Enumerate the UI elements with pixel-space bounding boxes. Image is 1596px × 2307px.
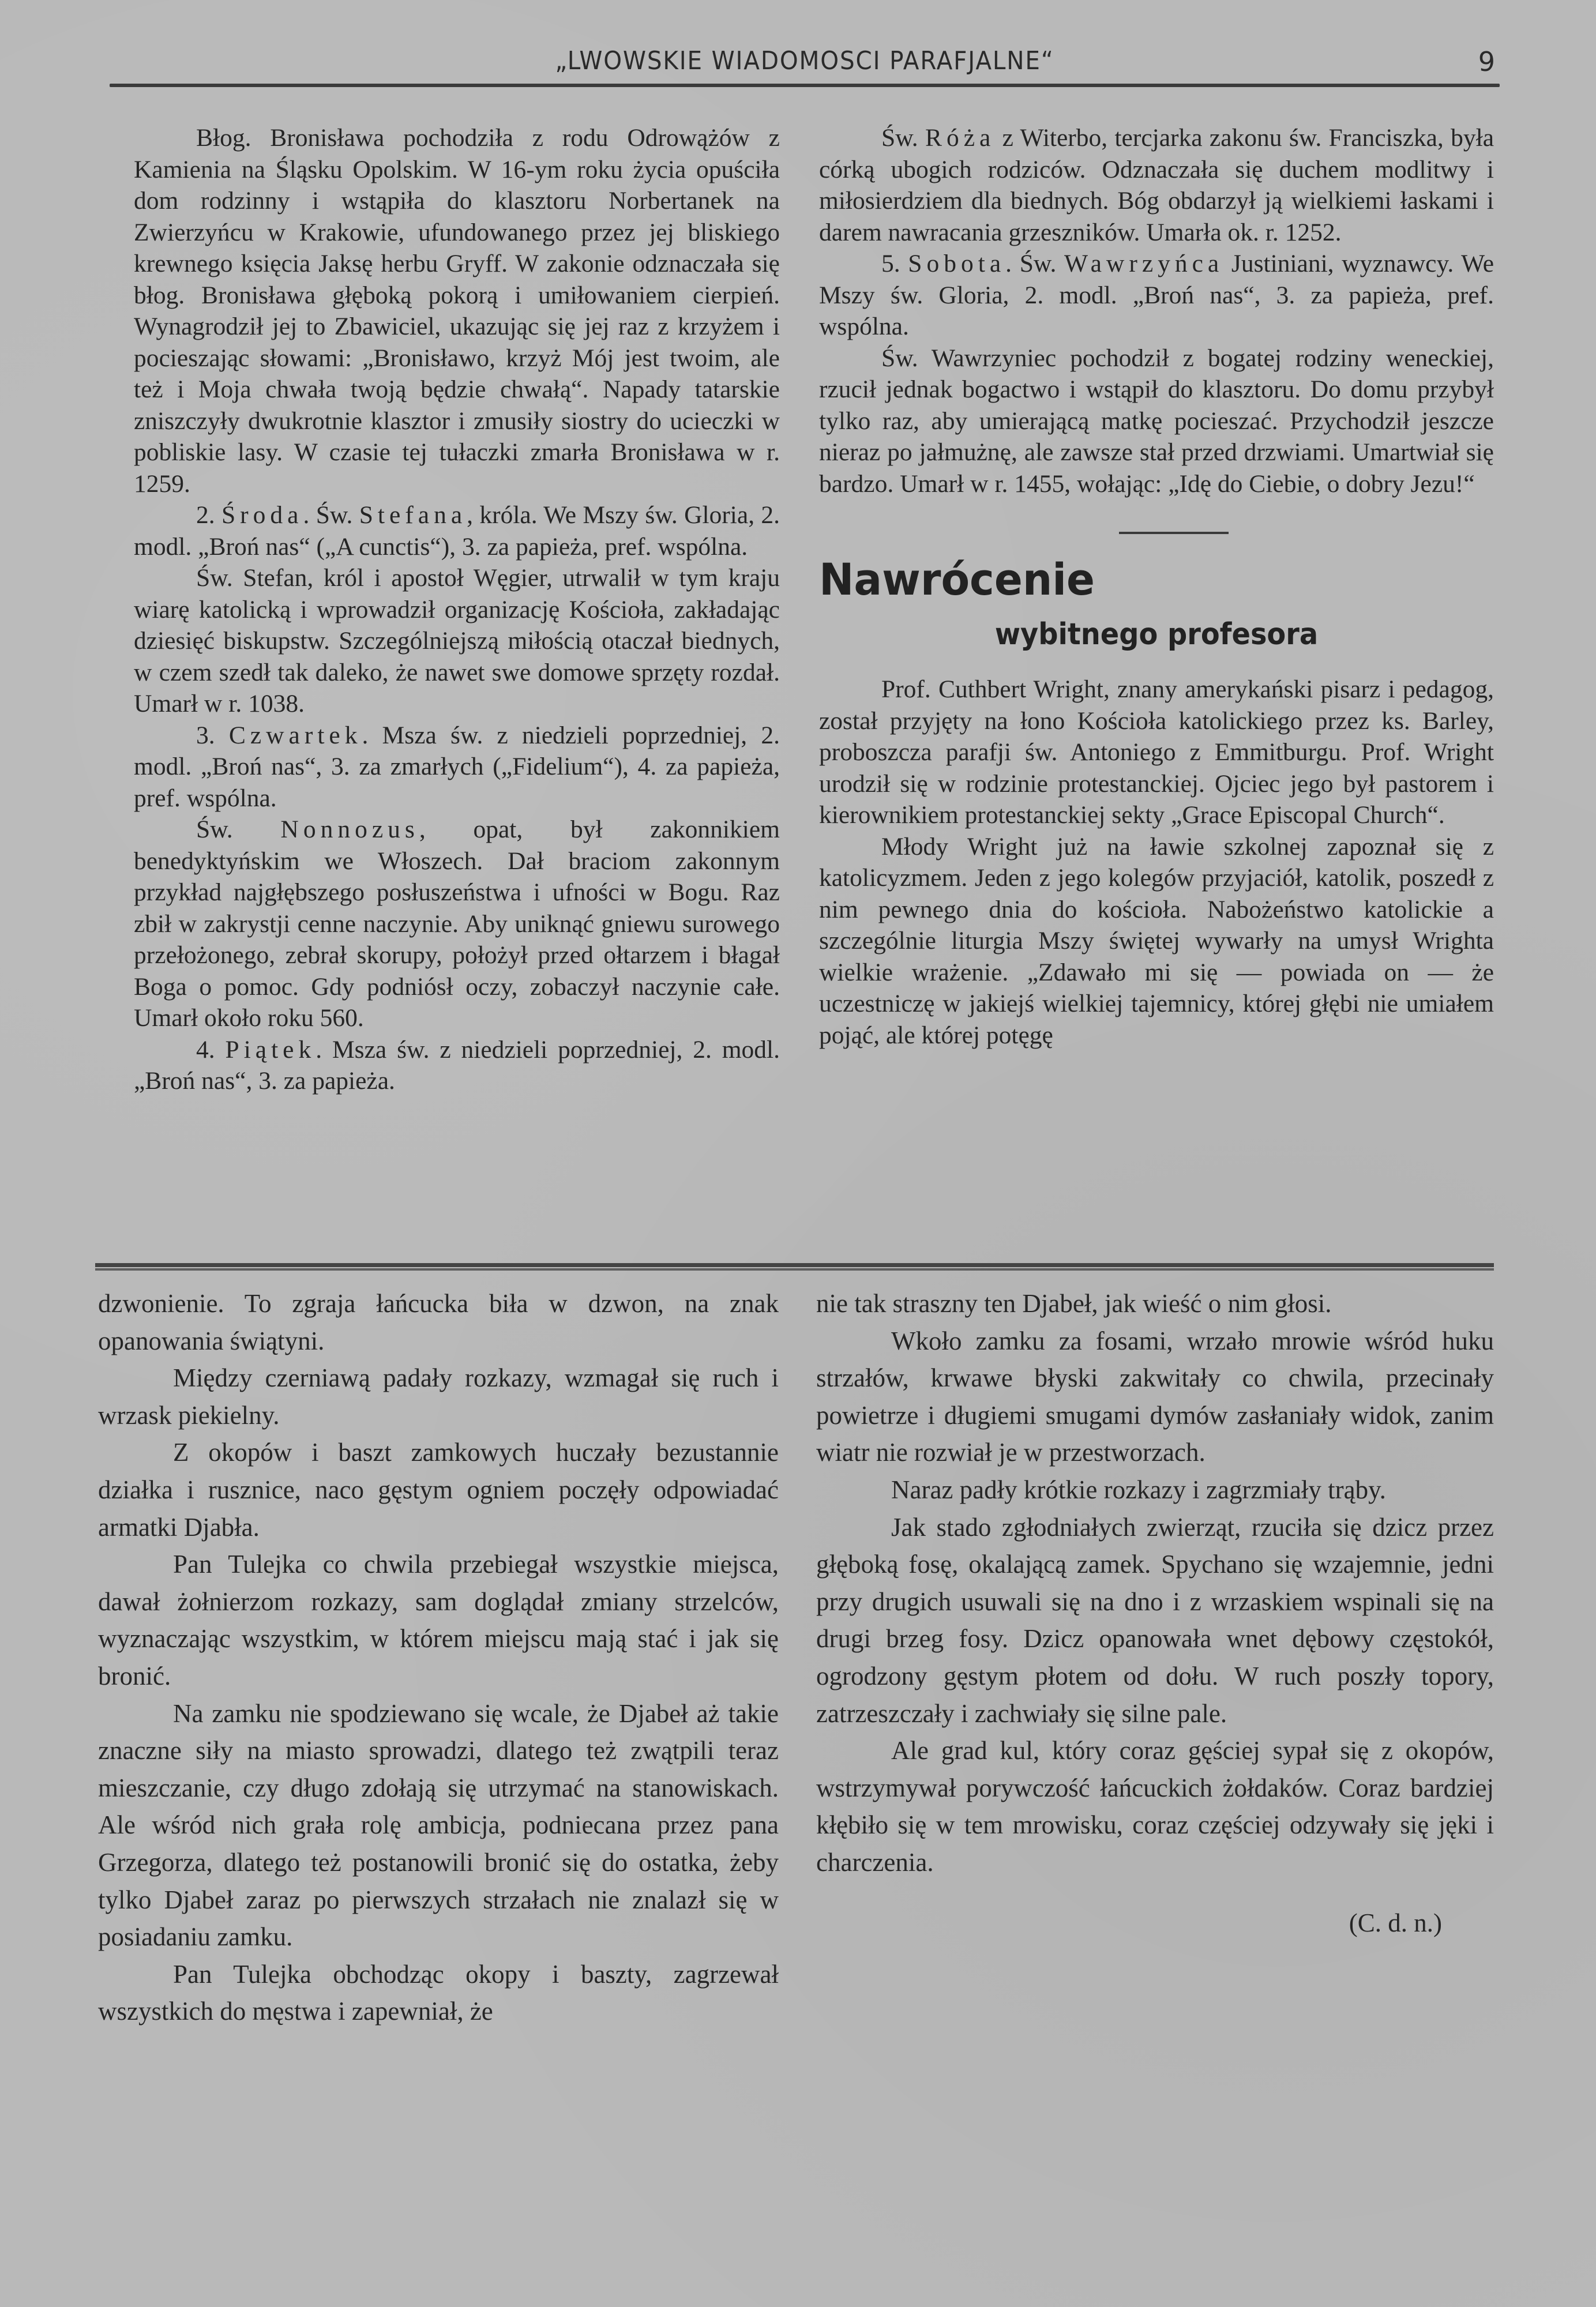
story-paragraph: Naraz padły krótkie rozkazy i zagrzmiały trąby. bbox=[891, 1475, 1386, 1504]
saint-name: Wawrzyńca bbox=[1064, 250, 1224, 277]
separator-rule bbox=[1119, 532, 1229, 534]
section-divider bbox=[95, 1263, 1494, 1271]
page-number: 9 bbox=[1478, 46, 1495, 77]
story-paragraph: Jak stado zgłodniałych zwierząt, rzuciła się dzicz przez głęboką fosę, okalającą zamek. Spychano się wzajemnie, jedni przy drugich usuwali się na dno i z wrzaskiem wspinali się na drugi brzeg fosy. Dzicz opanowała wnet dębowy częstokół, ogrodzony gęstym płotem od dołu. W ruch poszły topory, zatrzeszczały i zachwiały się silne pale. bbox=[816, 1512, 1494, 1728]
saint-name: Róża bbox=[925, 124, 996, 152]
story-paragraph: Ale grad kul, który coraz gęściej sypał się z okopów, wstrzymywał porywczość łańcuckich żołdaków. Coraz bardziej kłębiło się w tem mrowisku, coraz częściej odzywały się jęki i charczenia. bbox=[816, 1736, 1494, 1877]
nonnozus-paragraph: Św. Nonnozus, opat, był zakonnikiem benedyktyńskim we Włoszech. Dał braciom zakonnym przykład najgłębszego posłuszeństwa i ufności w Bogu. Raz zbił w zakrystji cenne naczynie. Aby uniknąć gniewu surowego przełożonego, zebrał skorupy, położył przed ołtarzem i błagał Boga o pomoc. Gdy podniósł oczy, zobaczył naczynie całe. Umarł około roku 560. bbox=[134, 816, 780, 1032]
story-paragraph: Na zamku nie spodziewano się wcale, że Djabeł aż takie znaczne siły na miasto sprowadzi, dlatego też zwątpili teraz mieszczanie, czy długo zdołają się utrzymać na stanowiskach. Ale wśród nich grała rolę ambicja, podniecana przez pana Grzegorza, dlatego też postanowili bronić się do ostatka, żeby tylko Djabeł zaraz po pierwszych strzałach nie znalazł się w posiadaniu zamku. bbox=[98, 1699, 779, 1952]
article-paragraph: Prof. Cuthbert Wright, znany amerykański pisarz i pedagog, został przyjęty na łono Kościoła katolickiego przez ks. Barley, proboszcza parafji św. Antoniego z Emmitburgu. Prof. Wright urodził się w rodzinie protestanckiej. Ojciec jego był pastorem i kierownikiem protestanckiej sekty „Grace Episcopal Church“. bbox=[819, 675, 1494, 829]
roza-paragraph: Św. Róża z Witerbo, tercjarka zakonu św. Franciszka, była córką ubogich rodziców. Odznaczała się duchem modlitwy i miłosierdziem dla biednych. Bóg obdarzył ją wielkiemi łaskami i darem nawracania grzeszników. Umarła ok. r. 1252. bbox=[819, 124, 1494, 246]
saint-name: Nonnozus bbox=[280, 816, 419, 843]
calendar-column-right bbox=[819, 122, 1494, 1051]
story-paragraph: Wkoło zamku za fosami, wrzało mrowie wśród huku strzałów, krwawe błyski zakwitały co chwila, przecinały powietrze i długiemi smugami dymów zasłaniały widok, zanim wiatr nie rozwiał je w przestworzach. bbox=[816, 1326, 1494, 1467]
story-column-right bbox=[816, 1285, 1494, 1941]
continuation-note: (C. d. n.) bbox=[1349, 1908, 1442, 1937]
day-5-entry: 5. Sobota. Św. Wawrzyńca Justiniani, wyznawcy. We Mszy św. Gloria, 2. modl. „Broń nas“, 3. za papieża, pref. wspólna. bbox=[819, 250, 1494, 340]
article-subtitle: wybitnego profesora bbox=[994, 617, 1319, 652]
day-name: Piątek bbox=[225, 1035, 316, 1064]
article-title: Nawrócenie bbox=[819, 554, 1095, 605]
day-name: Środa bbox=[221, 501, 303, 529]
story-paragraph: Pan Tulejka co chwila przebiegał wszystkie miejsca, dawał żołnierzom rozkazy, sam doglądał zmiany strzelców, wyznaczając wszystkim, w którem miejscu mają stać i jak się bronić. bbox=[98, 1550, 779, 1690]
calendar-column-left bbox=[134, 122, 780, 1097]
stefan-paragraph: Św. Stefan, król i apostoł Węgier, utrwalił w tym kraju wiarę katolicką i wprowadził organizację Kościoła, zakładając dziesięć biskupstw. Szczególniejszą miłością otaczał biednych, w czem szedł tak daleko, że nawet swe domowe sprzęty rozdał. Umarł w r. 1038. bbox=[134, 564, 780, 717]
story-paragraph: Między czerniawą padały rozkazy, wzmagał się ruch i wrzask piekielny. bbox=[98, 1363, 779, 1430]
story-paragraph: Pan Tulejka obchodząc okopy i baszty, zagrzewał wszystkich do męstwa i zapewniał, że bbox=[98, 1959, 779, 2026]
bronislawa-paragraph: Błog. Bronisława pochodziła z rodu Odrowążów z Kamienia na Śląsku Opolskim. W 16-ym roku życia opuściła dom rodzinny i wstąpiła do klasztoru Norbertanek na Zwierzyńcu w Krakowie, ufundowanego przez jej bliskiego krewnego księcia Jaksę herbu Gryff. W zakonie odznaczała się błog. Bronisława głęboką pokorą i umiłowaniem cierpień. Wynagrodził jej to Zbawiciel, ukazując się jej raz z krzyżem i pocieszając słowami: „Bronisławo, krzyż Mój jest twoim, ale też i Moja chwała twoją będzie chwałą“. Napady tatarskie zniszczyły dwukrotnie klasztor i zmusiły siostry do ucieczki w pobliskie lasy. W czasie tej tułaczki zmarła Bronisława w r. 1259. bbox=[134, 124, 780, 498]
header-rule bbox=[110, 84, 1500, 87]
article-paragraph: Młody Wright już na ławie szkolnej zapoznał się z katolicyzmem. Jeden z jego kolegów przyjaciół, katolik, poszedł z nim pewnego dnia do kościoła. Nabożeństwo katolickie a szczególnie liturgia Mszy świętej wywarły na umysł Wrighta wielkie wrażenie. „Zdawało mi się — powiada on — że uczestniczę w jakiejś wielkiej tajemnicy, której głębi nie umiałem pojąć, ale której potęgę bbox=[819, 832, 1494, 1049]
story-paragraph: nie tak straszny ten Djabeł, jak wieść o nim głosi. bbox=[816, 1289, 1332, 1318]
running-title: „LWOWSKIE WIADOMOSCI PARAFJALNE“ bbox=[555, 46, 1054, 76]
day-name: Sobota bbox=[908, 250, 1006, 277]
story-paragraph: dzwonienie. To zgraja łańcucka biła w dzwon, na znak opanowania świątyni. bbox=[98, 1289, 779, 1355]
day-3-entry: 3. Czwartek. Msza św. z niedzieli poprzedniej, 2. modl. „Broń nas“, 3. za zmarłych („Fidelium“), 4. za papieża, pref. wspólna. bbox=[134, 721, 780, 812]
story-paragraph: Z okopów i baszt zamkowych huczały bezustannie działka i rusznice, naco gęstym ogniem poczęły odpowiadać armatki Djabła. bbox=[98, 1438, 779, 1542]
day-name: Czwartek bbox=[228, 721, 362, 749]
day-4-entry: 4. Piątek. Msza św. z niedzieli poprzedniej, 2. modl. „Broń nas“, 3. za papieża. bbox=[134, 1035, 780, 1095]
saint-name: Stefana bbox=[359, 501, 467, 529]
story-column-left bbox=[98, 1285, 779, 2030]
wawrzyniec-paragraph: Św. Wawrzyniec pochodził z bogatej rodziny weneckiej, rzucił jednak bogactwo i wstąpił do klasztoru. Do domu przybył tylko raz, aby umierającą matkę pocieszać. Przychodził jeszcze nieraz po jałmużnę, ale zawsze stał przed drzwiami. Umartwiał się bardzo. Umarł w r. 1455, wołając: „Idę do Ciebie, o dobry Jezu!“ bbox=[819, 344, 1494, 498]
day-2-entry: 2. Środa. Św. Stefana, króla. We Mszy św. Gloria, 2. modl. „Broń nas“ („A cunctis“), 3. za papieża, pref. wspólna. bbox=[134, 501, 780, 561]
